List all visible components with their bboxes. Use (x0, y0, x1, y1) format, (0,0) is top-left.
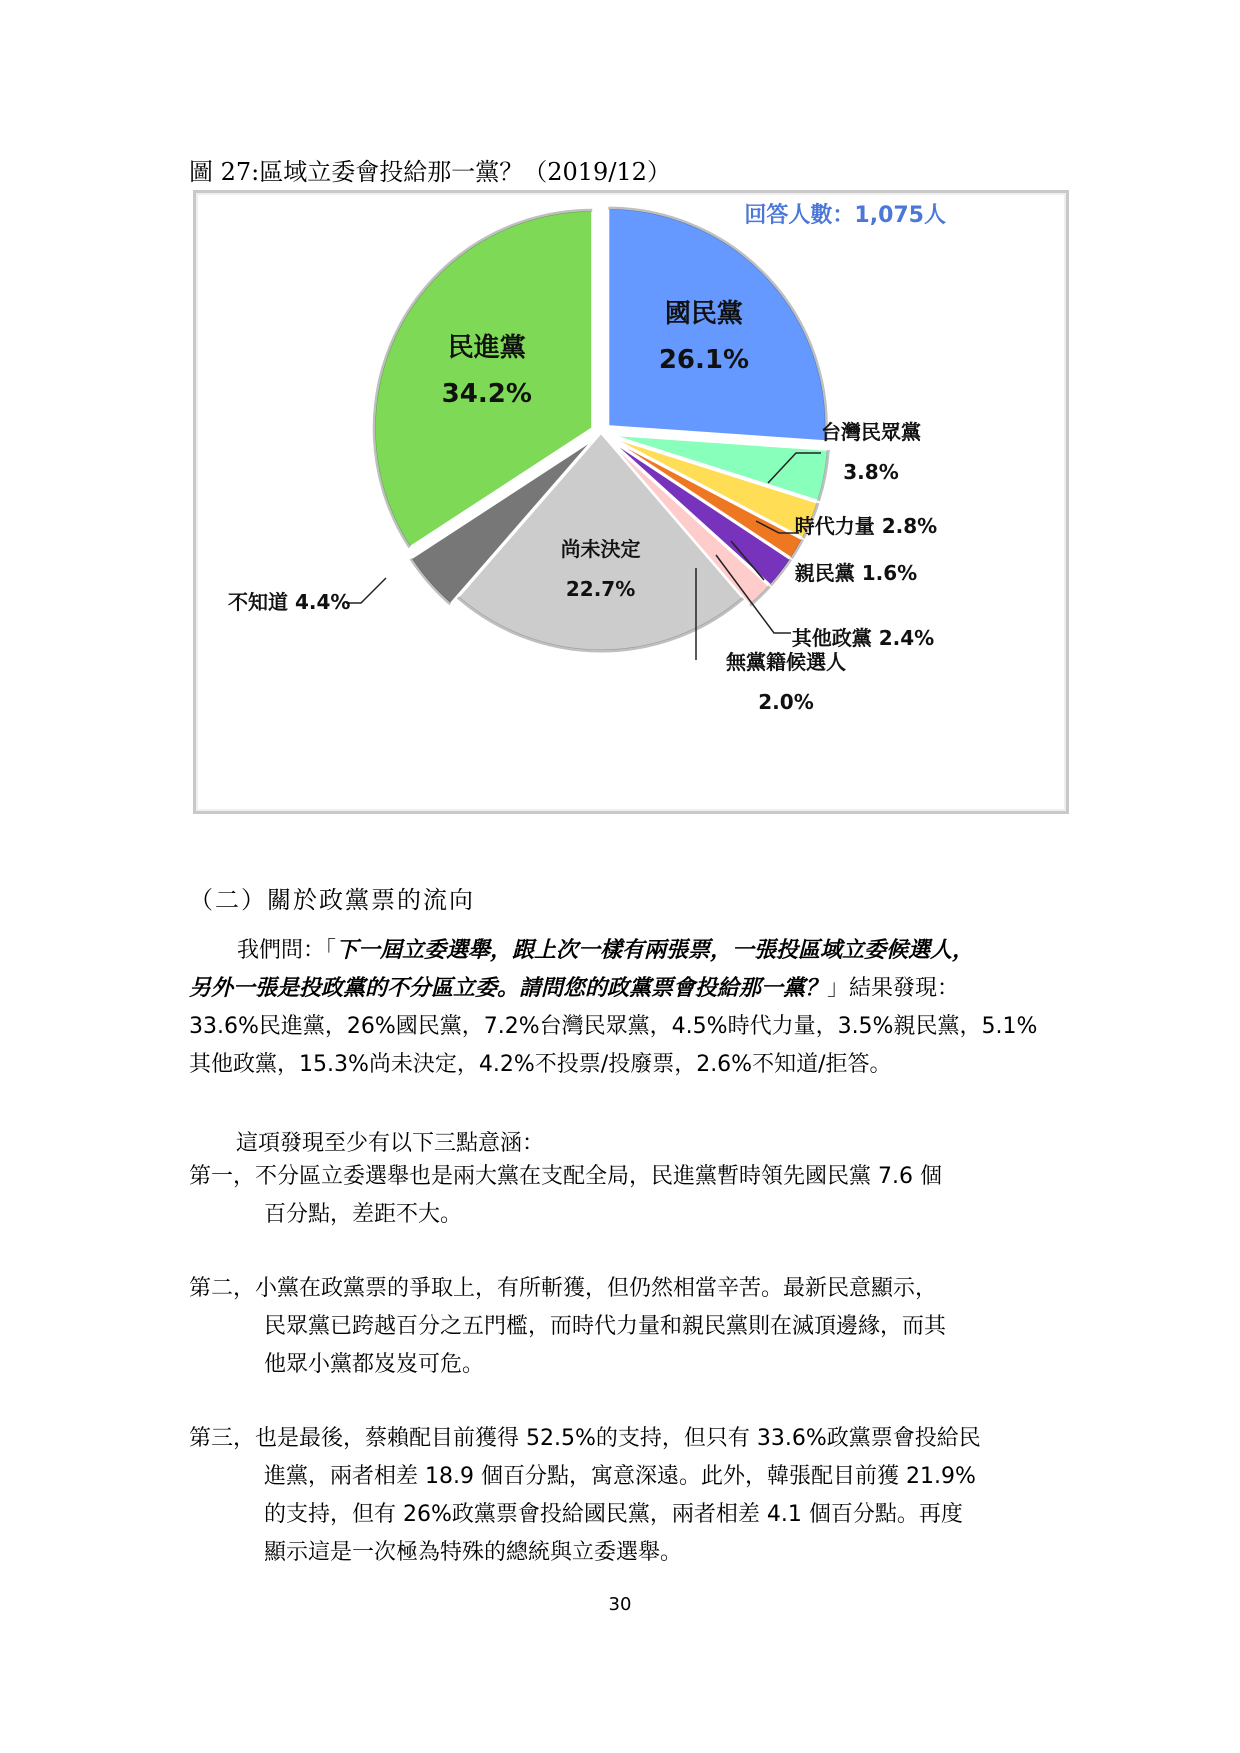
point-2-line-3: 他眾小黨都岌岌可危。 (264, 1352, 485, 1377)
analysis-intro: 這項發現至少有以下三點意涵： (236, 1131, 545, 1156)
slice-label: 時代力量 2.8% (794, 514, 938, 538)
point-3-line-4: 顯示這是一次極為特殊的總統與立委選舉。 (264, 1540, 683, 1565)
pie-chart-frame (193, 190, 1069, 814)
point-3-head: 第三， (189, 1426, 256, 1451)
point-1-head: 第一， (189, 1164, 256, 1189)
figure-caption: 圖 27:區域立委會投給那一黨？（2019/12） (189, 158, 671, 186)
slice-label: 尚未決定 (560, 537, 641, 562)
question-tail: 」結果發現： (827, 976, 960, 1001)
slice-label: 台灣民眾黨 (821, 420, 921, 444)
slice-value-label: 26.1% (658, 344, 750, 375)
slice-label: 民進黨 (447, 333, 526, 364)
slice-label: 無黨籍候選人 (726, 650, 846, 674)
point-3-line-3: 的支持，但有 26%政黨票會投給國民黨，兩者相差 4.1 個百分點。再度 (264, 1502, 963, 1527)
slice-label: 其他政黨 2.4% (791, 626, 935, 650)
point-3-line-1: 也是最後，蔡賴配目前獲得 52.5%的支持，但只有 33.6%政黨票會投給民 (255, 1426, 981, 1451)
slice-label: 國民黨 (664, 298, 743, 329)
respondents-count: 回答人數：1,075人 (744, 203, 946, 228)
point-1-line-2: 百分點，差距不大。 (264, 1202, 463, 1227)
question-text-2: 另外一張是投政黨的不分區立委。請問您的政黨票會投給那一黨？ (189, 976, 828, 1001)
analysis-point-1 (189, 1158, 1049, 1234)
result-line-2: 其他政黨，15.3%尚未決定，4.2%不投票/投廢票，2.6%不知道/拒答。 (189, 1052, 892, 1077)
slice-value-label: 34.2% (441, 379, 532, 410)
pie-chart (196, 193, 1066, 811)
point-2-line-2: 民眾黨已跨越百分之五門檻，而時代力量和親民黨則在滅頂邊緣，而其 (264, 1314, 947, 1339)
question-paragraph (189, 932, 1049, 1084)
slice-value-label: 2.0% (758, 690, 814, 714)
slice-value-label: 3.8% (843, 460, 899, 484)
result-line-1: 33.6%民進黨，26%國民黨，7.2%台灣民眾黨，4.5%時代力量，3.5%親民黨，5.1% (189, 1014, 1038, 1039)
page-number: 30 (608, 1594, 632, 1615)
point-2-line-1: 小黨在政黨票的爭取上，有所斬獲，但仍然相當辛苦。最新民意顯示， (255, 1276, 938, 1301)
point-3-line-2: 進黨，兩者相差 18.9 個百分點，寓意深遠。此外，韓張配目前獲 21.9% (264, 1464, 976, 1489)
point-1-line-1: 不分區立委選舉也是兩大黨在支配全局，民進黨暫時領先國民黨 7.6 個 (255, 1164, 942, 1189)
point-2-head: 第二， (189, 1276, 256, 1301)
slice-value-label: 22.7% (565, 577, 636, 602)
slice-label: 親民黨 1.6% (794, 561, 918, 585)
section-heading: （二）關於政黨票的流向 (189, 886, 475, 914)
question-text-1: 下一屆立委選舉，跟上次一樣有兩張票，一張投區域立委候選人， (336, 938, 975, 963)
leader-line (346, 578, 386, 603)
slice-label: 不知道 4.4% (228, 590, 351, 614)
analysis-point-2 (189, 1270, 1049, 1384)
question-lead: 我們問：「 (237, 938, 337, 963)
analysis-point-3 (189, 1420, 1049, 1572)
